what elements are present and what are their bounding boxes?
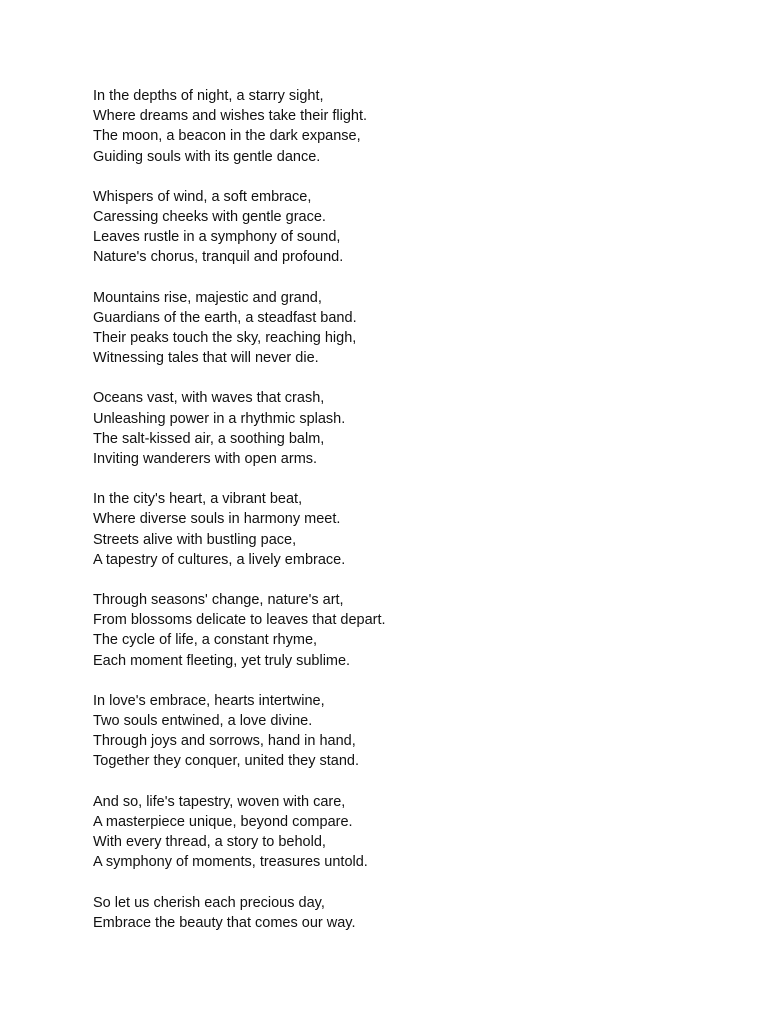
poem-line: In the city's heart, a vibrant beat,: [93, 491, 303, 508]
poem-line: Through joys and sorrows, hand in hand,: [93, 733, 356, 750]
stanza: [93, 489, 713, 570]
poem-line: Where dreams and wishes take their flight.: [93, 108, 368, 125]
stanza: [93, 893, 713, 933]
poem-line: Guiding souls with its gentle dance.: [93, 148, 321, 165]
stanza: [93, 590, 713, 671]
poem-line: Where diverse souls in harmony meet.: [93, 511, 341, 528]
stanza: [93, 792, 713, 873]
poem-line: Together they conquer, united they stand.: [93, 753, 360, 770]
poem-line: With every thread, a story to behold,: [93, 834, 326, 851]
poem-line: Their peaks touch the sky, reaching high,: [93, 330, 357, 347]
poem-line: Whispers of wind, a soft embrace,: [93, 188, 312, 205]
stanza: [93, 86, 713, 167]
stanza: [93, 187, 713, 268]
poem: [93, 86, 713, 953]
poem-line: Each moment fleeting, yet truly sublime.: [93, 652, 351, 669]
poem-line: The moon, a beacon in the dark expanse,: [93, 128, 361, 145]
poem-line: Inviting wanderers with open arms.: [93, 451, 318, 468]
poem-line: Leaves rustle in a symphony of sound,: [93, 229, 341, 246]
poem-line: Through seasons' change, nature's art,: [93, 592, 344, 609]
poem-line: Embrace the beauty that comes our way.: [93, 914, 356, 931]
poem-line: A symphony of moments, treasures untold.: [93, 854, 368, 871]
poem-line: Oceans vast, with waves that crash,: [93, 390, 325, 407]
poem-line: Nature's chorus, tranquil and profound.: [93, 249, 344, 266]
poem-line: The salt-kissed air, a soothing balm,: [93, 430, 325, 447]
poem-line: Witnessing tales that will never die.: [93, 350, 319, 367]
poem-line: Caressing cheeks with gentle grace.: [93, 209, 326, 226]
stanza: [93, 691, 713, 772]
poem-line: Two souls entwined, a love divine.: [93, 713, 313, 730]
poem-line: Guardians of the earth, a steadfast band.: [93, 309, 357, 326]
poem-line: A tapestry of cultures, a lively embrace.: [93, 551, 346, 568]
poem-line: A masterpiece unique, beyond compare.: [93, 813, 353, 830]
poem-line: Streets alive with bustling pace,: [93, 531, 297, 548]
poem-line: The cycle of life, a constant rhyme,: [93, 632, 318, 649]
poem-line: So let us cherish each precious day,: [93, 894, 325, 911]
poem-line: And so, life's tapestry, woven with care,: [93, 793, 346, 810]
poem-line: Mountains rise, majestic and grand,: [93, 289, 322, 306]
poem-line: Unleashing power in a rhythmic splash.: [93, 410, 346, 427]
poem-line: In love's embrace, hearts intertwine,: [93, 692, 325, 709]
stanza: [93, 388, 713, 469]
stanza: [93, 288, 713, 369]
poem-line: From blossoms delicate to leaves that depart.: [93, 612, 386, 629]
poem-line: In the depths of night, a starry sight,: [93, 88, 324, 104]
